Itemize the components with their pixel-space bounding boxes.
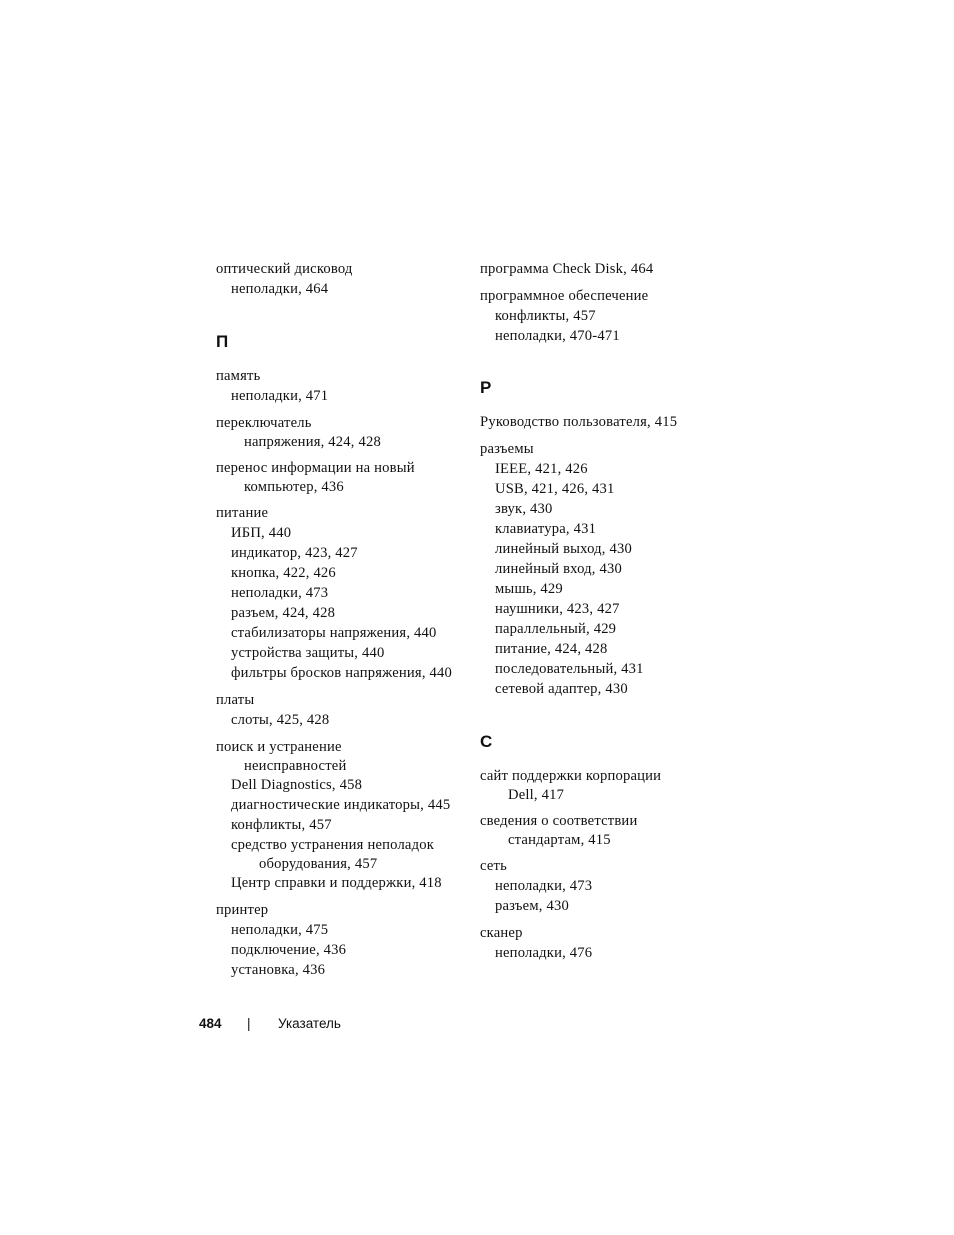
index-subterm: клавиатура, 431 (495, 521, 597, 537)
index-subterm: неполадки, 470-471 (495, 328, 620, 344)
footer-title: Указатель (278, 1016, 341, 1031)
index-subterm: конфликты, 457 (231, 817, 332, 833)
index-subterm: последовательный, 431 (495, 661, 644, 677)
section-letter: С (480, 732, 493, 751)
index-term-continuation: неисправностей (244, 758, 347, 774)
index-term: сведения о соответствии (480, 813, 638, 829)
index-column-left (216, 259, 466, 987)
index-subterm: средство устранения неполадок (231, 837, 435, 853)
index-subterm: наушники, 423, 427 (495, 601, 620, 617)
section-letter: П (216, 332, 229, 351)
index-entry (216, 366, 466, 406)
index-term-continuation: компьютер, 436 (244, 479, 344, 495)
index-subterm: кнопка, 422, 426 (231, 565, 336, 581)
index-subterm: сетевой адаптер, 430 (495, 681, 628, 697)
index-term: оптический дисковод (216, 261, 353, 277)
index-entry (216, 900, 466, 980)
index-subterm: мышь, 429 (495, 581, 563, 597)
index-subterm: линейный выход, 430 (495, 541, 632, 557)
index-subterm: стабилизаторы напряжения, 440 (231, 625, 437, 641)
index-term: сканер (480, 925, 523, 941)
index-term: перенос информации на новый (216, 460, 415, 476)
index-subterm: неполадки, 475 (231, 922, 329, 938)
index-term: сайт поддержки корпорации (480, 768, 662, 784)
index-subterm: USB, 421, 426, 431 (495, 481, 615, 497)
index-subterm: неполадки, 473 (495, 878, 593, 894)
index-term: сеть (480, 858, 507, 874)
index-subterm: неполадки, 476 (495, 945, 593, 961)
page-number: 484 (199, 1016, 222, 1031)
index-subterm: слоты, 425, 428 (231, 712, 330, 728)
index-entry (480, 856, 740, 916)
index-term-continuation: стандартам, 415 (508, 832, 611, 848)
index-subterm: питание, 424, 428 (495, 641, 608, 657)
index-subterm: диагностические индикаторы, 445 (231, 797, 451, 813)
index-subterm: неполадки, 471 (231, 388, 329, 404)
index-subterm: Dell Diagnostics, 458 (231, 777, 363, 793)
index-subterm: подключение, 436 (231, 942, 347, 958)
index-column-right (480, 259, 740, 970)
index-subterm: ИБП, 440 (231, 525, 292, 541)
index-entry (216, 503, 466, 683)
index-entry (480, 766, 740, 804)
index-subterm: устройства защиты, 440 (231, 645, 385, 661)
index-subterm: установка, 436 (231, 962, 326, 978)
index-subterm-continuation: оборудования, 457 (259, 856, 378, 872)
index-entry (480, 412, 740, 432)
section-letter: Р (480, 378, 492, 397)
index-entry (480, 259, 740, 279)
index-entry (216, 259, 466, 299)
index-term: программное обеспечение (480, 288, 649, 304)
index-term: питание (216, 505, 269, 521)
index-subterm: параллельный, 429 (495, 621, 617, 637)
index-term-continuation: Dell, 417 (508, 787, 565, 803)
index-subterm: Центр справки и поддержки, 418 (231, 875, 442, 891)
index-term: поиск и устранение (216, 739, 342, 755)
index-term-continuation: напряжения, 424, 428 (244, 434, 381, 450)
index-subterm: разъем, 430 (495, 898, 569, 914)
index-subterm: индикатор, 423, 427 (231, 545, 358, 561)
index-entry (480, 923, 740, 963)
index-entry (216, 458, 466, 496)
footer-separator: | (247, 1016, 251, 1031)
index-subterm: конфликты, 457 (495, 308, 596, 324)
index-subterm: фильтры бросков напряжения, 440 (231, 665, 453, 681)
index-term: переключатель (216, 415, 312, 431)
index-term: память (216, 368, 261, 384)
index-entry (216, 737, 466, 893)
index-term: программа Check Disk, 464 (480, 261, 654, 277)
index-subterm: звук, 430 (495, 501, 553, 517)
index-subterm: IEEE, 421, 426 (495, 461, 588, 477)
index-entry (480, 811, 740, 849)
index-term: Руководство пользователя, 415 (480, 414, 678, 430)
index-subterm: неполадки, 473 (231, 585, 329, 601)
index-entry (216, 413, 466, 451)
index-term: разъемы (480, 441, 534, 457)
index-term: платы (216, 692, 255, 708)
index-subterm: линейный вход, 430 (495, 561, 622, 577)
index-subterm: разъем, 424, 428 (231, 605, 336, 621)
index-entry (216, 690, 466, 730)
index-term: принтер (216, 902, 269, 918)
index-entry (480, 439, 740, 699)
index-subterm: неполадки, 464 (231, 281, 329, 297)
index-entry (480, 286, 740, 346)
